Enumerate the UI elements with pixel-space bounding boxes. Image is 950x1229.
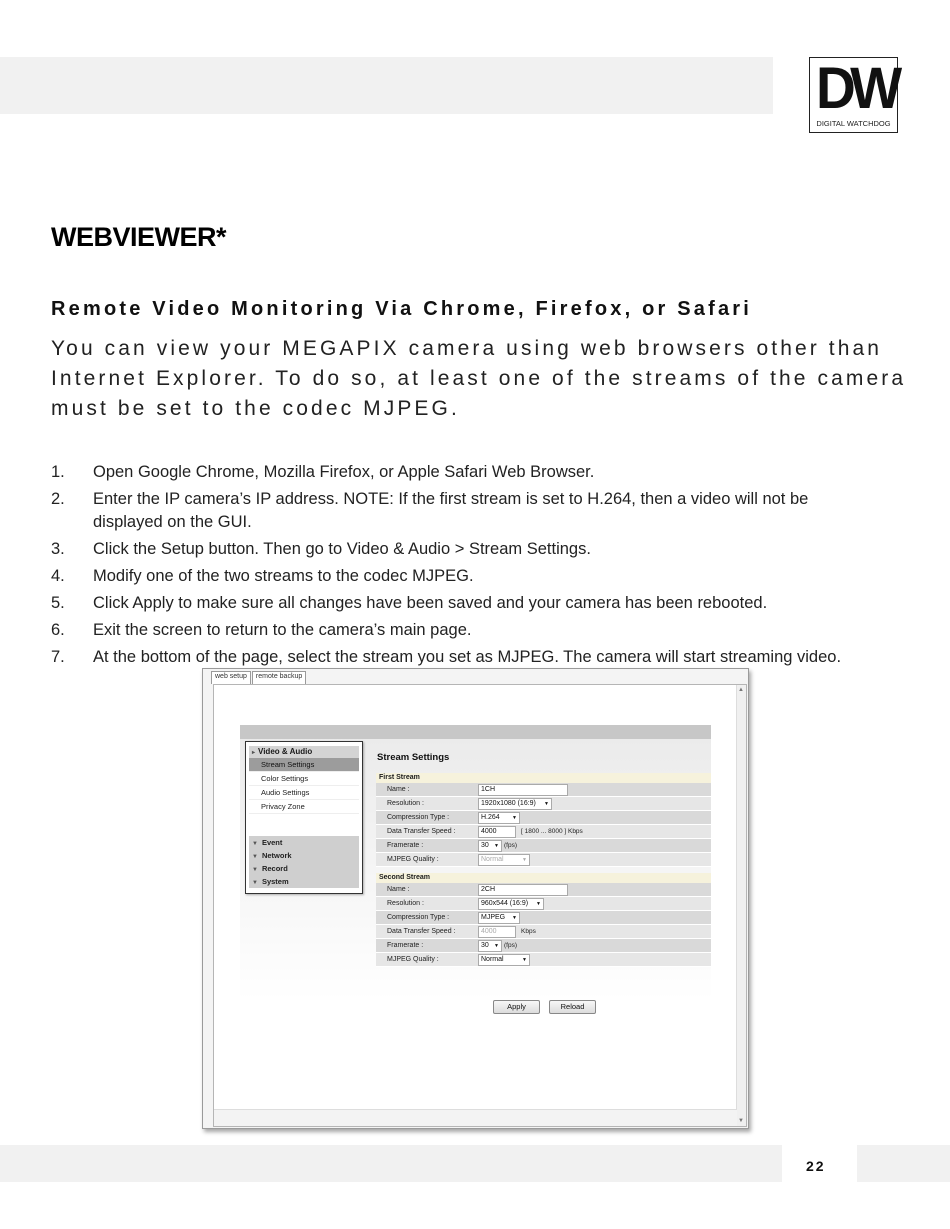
field-label: MJPEG Quality :: [387, 856, 439, 863]
second-stream-speed-input[interactable]: 4000: [478, 926, 516, 938]
field-label: Compression Type :: [387, 814, 450, 821]
first-stream-framerate-select[interactable]: [478, 840, 502, 852]
second-stream-framerate-row: [376, 939, 711, 953]
speed-unit: Kbps: [521, 928, 536, 935]
menu-group-label: Event: [261, 838, 283, 847]
select-value: 960x544 (16:9): [481, 900, 529, 907]
step-item: [51, 488, 881, 533]
step-text: At the bottom of the page, select the stream you set as MJPEG. The camera will start streaming video.: [93, 647, 842, 666]
header-band: [0, 57, 773, 114]
second-stream-speed-row: [376, 925, 711, 939]
menu-group-label: Network: [261, 851, 292, 860]
step-number: 6.: [51, 620, 65, 639]
select-value: Normal: [481, 956, 504, 963]
second-stream-compression-select[interactable]: [478, 912, 520, 924]
first-stream-resolution-row: [376, 797, 711, 811]
logo-subtitle: DIGITAL WATCHDOG: [816, 119, 891, 128]
step-number: 1.: [51, 463, 65, 481]
menu-groups: [249, 836, 359, 888]
step-item: [51, 619, 881, 642]
dropdown-arrow-icon: ▼: [512, 915, 517, 921]
frame-bottom-bar: [214, 1109, 737, 1126]
first-stream-speed-row: [376, 825, 711, 839]
step-number: 4.: [51, 566, 65, 585]
fps-unit: (fps): [504, 842, 517, 849]
first-stream-speed-input[interactable]: 4000: [478, 826, 516, 838]
menu-group-record[interactable]: [249, 862, 359, 875]
digital-watchdog-logo: [809, 57, 898, 133]
dropdown-arrow-icon: ▼: [494, 843, 499, 849]
menu-item-color-settings[interactable]: Color Settings: [249, 772, 359, 786]
scrollbar[interactable]: [736, 685, 746, 1126]
select-value: MJPEG: [481, 914, 506, 921]
field-label: Data Transfer Speed :: [387, 928, 456, 935]
stream-settings-title: Stream Settings: [377, 752, 450, 763]
menu-header[interactable]: [249, 746, 359, 758]
footer-band-right: [857, 1145, 950, 1182]
select-value: 1920x1080 (16:9): [481, 800, 536, 807]
second-stream-resolution-row: [376, 897, 711, 911]
tab-remote-backup[interactable]: remote backup: [252, 671, 306, 684]
menu-header-label: Video & Audio: [258, 747, 313, 756]
second-stream-header: Second Stream: [376, 873, 711, 883]
field-label: Name :: [387, 886, 410, 893]
second-stream-mjpeg-quality-select[interactable]: [478, 954, 530, 966]
menu-item-privacy-zone[interactable]: Privacy Zone: [249, 800, 359, 814]
speed-range-hint: [ 1800 ... 8000 ] Kbps: [521, 828, 583, 835]
second-stream-name-input[interactable]: 2CH: [478, 884, 568, 896]
screenshot-tabs: [211, 671, 307, 684]
select-value: 30: [481, 842, 489, 849]
dropdown-arrow-icon: ▼: [512, 815, 517, 821]
step-text: Open Google Chrome, Mozilla Firefox, or Apple Safari Web Browser.: [93, 463, 595, 481]
scroll-up-icon[interactable]: ▲: [738, 687, 744, 693]
step-item: [51, 461, 881, 484]
field-label: Framerate :: [387, 842, 424, 849]
menu-group-network[interactable]: [249, 849, 359, 862]
second-stream-compression-row: [376, 911, 711, 925]
step-text: Exit the screen to return to the camera’s main page.: [93, 620, 472, 639]
steps-list: [51, 461, 881, 673]
chevron-down-icon: ▼: [252, 867, 258, 873]
step-item: [51, 565, 881, 588]
second-stream-mjpeg-quality-row: [376, 953, 711, 967]
first-stream-compression-row: [376, 811, 711, 825]
step-text: Modify one of the two streams to the codec MJPEG.: [93, 566, 474, 585]
first-stream-mjpeg-quality-row: [376, 853, 711, 867]
select-value: H.264: [481, 814, 500, 821]
field-label: Data Transfer Speed :: [387, 828, 456, 835]
first-stream-compression-select[interactable]: [478, 812, 520, 824]
settings-top-bar: [240, 725, 711, 739]
footer-band: [0, 1145, 782, 1182]
scroll-down-icon[interactable]: ▼: [738, 1118, 744, 1124]
section-subheading: Remote Video Monitoring Via Chrome, Firefox, or Safari: [51, 298, 753, 320]
step-item: [51, 538, 881, 561]
field-label: Name :: [387, 786, 410, 793]
chevron-down-icon: ▼: [252, 854, 258, 860]
field-label: Compression Type :: [387, 914, 450, 921]
field-label: Resolution :: [387, 800, 424, 807]
field-label: Resolution :: [387, 900, 424, 907]
second-stream-resolution-select[interactable]: [478, 898, 544, 910]
chevron-down-icon: ▼: [252, 880, 258, 886]
step-text: Click Apply to make sure all changes have been saved and your camera has been rebooted.: [93, 593, 768, 612]
field-label: MJPEG Quality :: [387, 956, 439, 963]
first-stream-name-input[interactable]: 1CH: [478, 784, 568, 796]
chevron-down-icon: ▼: [252, 841, 258, 847]
second-stream-framerate-select[interactable]: [478, 940, 502, 952]
first-stream-framerate-row: [376, 839, 711, 853]
step-text: Click the Setup button. Then go to Video & Audio > Stream Settings.: [93, 539, 591, 558]
step-number: 2.: [51, 490, 65, 508]
logo-mark: DW: [816, 56, 897, 121]
fps-unit: (fps): [504, 942, 517, 949]
dropdown-arrow-icon: ▼: [522, 957, 527, 963]
page-number: 22: [806, 1158, 826, 1174]
dropdown-arrow-icon: ▼: [544, 801, 549, 807]
select-value: Normal: [481, 856, 504, 863]
stream-settings-screenshot: [202, 668, 749, 1129]
first-stream-mjpeg-quality-select[interactable]: [478, 854, 530, 866]
dropdown-arrow-icon: ▼: [494, 943, 499, 949]
reload-button[interactable]: Reload: [549, 1000, 596, 1014]
second-stream-name-row: [376, 883, 711, 897]
select-value: 30: [481, 942, 489, 949]
settings-menu: [245, 741, 363, 894]
step-item: [51, 646, 881, 669]
step-number: 5.: [51, 593, 65, 612]
field-label: Framerate :: [387, 942, 424, 949]
intro-paragraph: You can view your MEGAPIX camera using web browsers other than Internet Explorer. To do so, at least one of the streams of the camera must be set to the codec MJPEG.: [51, 337, 907, 420]
first-stream-header: First Stream: [376, 773, 711, 783]
screenshot-frame: [213, 684, 747, 1127]
apply-button[interactable]: Apply: [493, 1000, 540, 1014]
dropdown-arrow-icon: ▼: [536, 901, 541, 907]
menu-group-label: Record: [261, 864, 288, 873]
menu-group-system[interactable]: [249, 875, 359, 888]
step-item: [51, 592, 881, 615]
tab-web-setup[interactable]: web setup: [211, 671, 251, 684]
step-number: 3.: [51, 539, 65, 558]
page-title: WEBVIEWER*: [51, 222, 227, 252]
menu-item-audio-settings[interactable]: Audio Settings: [249, 786, 359, 800]
menu-item-stream-settings[interactable]: Stream Settings: [249, 758, 359, 772]
dropdown-arrow-icon: ▼: [522, 857, 527, 863]
step-number: 7.: [51, 647, 65, 666]
expand-arrow-icon: ▸: [252, 750, 256, 756]
menu-group-event[interactable]: [249, 836, 359, 849]
step-text: Enter the IP camera’s IP address. NOTE: If the first stream is set to H.264, then a video will not be displayed on the GUI.: [93, 490, 809, 531]
first-stream-resolution-select[interactable]: [478, 798, 552, 810]
first-stream-name-row: [376, 783, 711, 797]
menu-group-label: System: [261, 877, 289, 886]
